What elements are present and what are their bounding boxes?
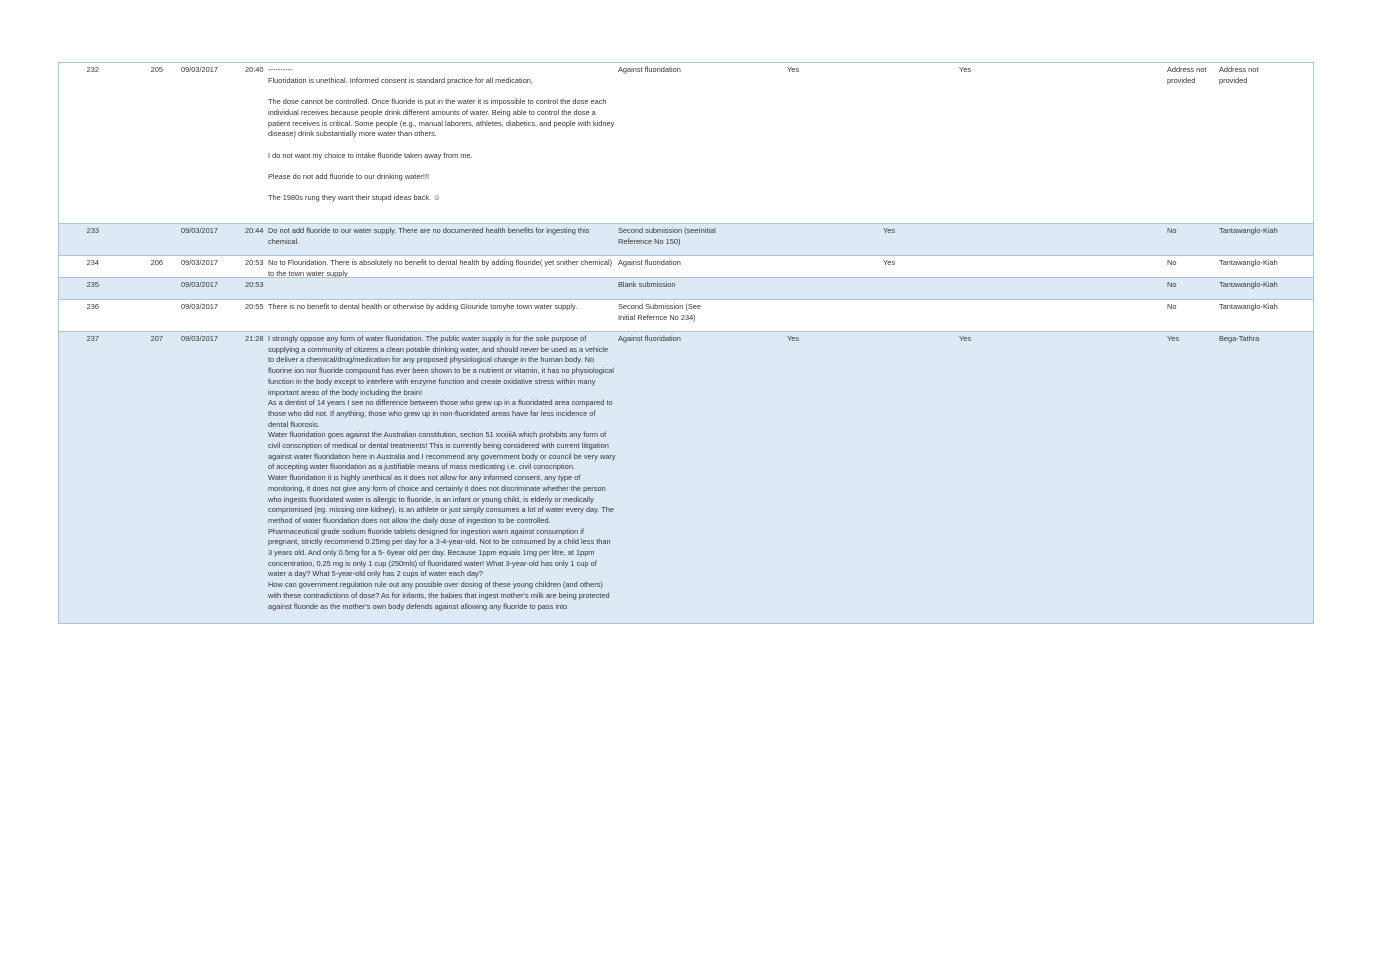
- col-e-cell: Address not provided: [1219, 65, 1259, 85]
- id-cell: 205: [150, 65, 163, 74]
- submissions-table: [58, 62, 1314, 624]
- table-row: [59, 278, 1313, 300]
- time-cell: 20:55: [245, 302, 264, 311]
- table-row: [59, 256, 1313, 278]
- col-e-cell: Tantawanglo-Kiah: [1219, 302, 1278, 311]
- col-e-cell: Tantawanglo-Kiah: [1219, 226, 1278, 235]
- time-cell: 20:53: [245, 258, 264, 267]
- submission-cell: ---------- Fluoridation is unethical. Informed consent is standard practice for all medication, The dose cannot be controlled. Once fluoride is put in the water it is impossible to control the dose each individual receives because people drink different amounts of water. Being able to control the dose a patient receives is critical. Some people (e.g., manual laborers, athletes, diabetics, and people with kidney disease) drink substantially more water than others. I do not want my choice to intake fluoride taken away from me. Please do not add fluoride to our drinking water!!! The 1980s rung they want their stupid ideas back. ☺: [268, 65, 615, 203]
- time-cell: 20:40: [245, 65, 264, 74]
- date-cell: 09/03/2017: [181, 258, 218, 267]
- col-c-cell: Yes: [959, 65, 972, 74]
- ref-cell: 237: [86, 334, 99, 343]
- ref-cell: 235: [86, 280, 99, 289]
- ref-cell: 232: [86, 65, 99, 74]
- position-cell: Against fluoridation: [618, 258, 681, 267]
- ref-cell: 233: [86, 226, 99, 235]
- table-row: [59, 332, 1313, 624]
- submission-cell: No to Flouridation. There is absolutely no benefit to dental health by adding flouride( yet snither chemical) to the town water supply: [268, 258, 613, 278]
- date-cell: 09/03/2017: [181, 226, 218, 235]
- col-a-cell: Yes: [787, 334, 800, 343]
- date-cell: 09/03/2017: [181, 65, 218, 74]
- date-cell: 09/03/2017: [181, 280, 218, 289]
- col-b-cell: Yes: [883, 226, 896, 235]
- col-e-cell: Tantawanglo-Kiah: [1219, 258, 1278, 267]
- time-cell: 21:28: [245, 334, 264, 343]
- submission-cell: Do not add fluoride to our water supply. There are no documented health benefits for ingesting this chemical.: [268, 226, 590, 246]
- col-e-cell: Bega-Tathra: [1219, 334, 1260, 343]
- position-cell: Second submission (seeInitial Reference No 150): [618, 226, 716, 246]
- col-d-cell: Yes: [1167, 334, 1180, 343]
- col-b-cell: Yes: [883, 258, 896, 267]
- table-row: [59, 63, 1313, 224]
- submission-cell: I strongly oppose any form of water fluoridation. The public water supply is for the sole purpose of supplying a community of citizens a clean potable drinking water, and should never be used as a vehicle to deliver a chemical/drug/medication for any proposed physiological change in the human body. No fluorine ion nor fluoride compound has ever been shown to be a nutrient or vitamin, it has no physiological function in the body except to interfere with enzyme function and create oxidative stress within many important areas of the body including the brain! As a dentist of 14 years I see no difference between those who grew up in a fluoridated area compared to those who did not. If anything, those who grew up in non-fluoridated areas have far less incidence of dental fluorosis. Water fluoridation goes against the Australian constitution, section 51 xxxiiiA which prohibits any form of civil conscription of medical or dental treatments! This is currently being considered with current litigation against water fluoridation here in Australia and I recommend any government body or council be very wary of accepting water fluoridation as a justifiable means of mass medicating i.e. civil conscription. Water fluoridation it is highly unethical as it does not allow for any informed consent, any type of monitoring, it does not give any form of choice and certainly it does not discriminate whether the person who ingests fluoridated water is allergic to fluoride, is an infant or young child, is elderly or medically compromised (eg. missing one kidney), is an athlete or just simply consumes a lot of water every day. The method of water fluoridation does not allow the daily dose of ingestion to be controlled. Pharmaceutical grade sodium fluoride tablets designed for ingestion warn against consumption if pregnant, strictly recommend 0.25mg per day for a 3-4-year-old. Not to be consumed by a child less than 3 years old. And only 0.5mg for a 5- 6year old per day. Because 1ppm equals 1mg per litre, at 1ppm concentration, 0.25 mg is only 1 cup (250mls) of fluoridated water! What 3-year-old has only 1 cup of water a day? What 5-year-old only has 2 cups of water each day? How can government regulation rule out any possible over dosing of these young children (and others) with these contradictions of dose? As for infants, the babies that ingest mother's milk are being protected against fluoride as the mother's own body defends against allowing any fluoride to pass into: [268, 334, 616, 611]
- id-cell: 207: [150, 334, 163, 343]
- position-cell: Blank submission: [618, 280, 676, 289]
- submission-cell: There is no benefit to dental health or otherwise by adding Glouride tomyhe town water supply.: [268, 302, 578, 311]
- date-cell: 09/03/2017: [181, 334, 218, 343]
- ref-cell: 236: [86, 302, 99, 311]
- col-d-cell: Address not provided: [1167, 65, 1207, 85]
- time-cell: 20:44: [245, 226, 264, 235]
- date-cell: 09/03/2017: [181, 302, 218, 311]
- col-d-cell: No: [1167, 258, 1177, 267]
- position-cell: Against fluoridation: [618, 65, 681, 74]
- table-row: [59, 300, 1313, 332]
- table-row: [59, 224, 1313, 256]
- col-c-cell: Yes: [959, 334, 972, 343]
- col-d-cell: No: [1167, 280, 1177, 289]
- position-cell: Against fluoridation: [618, 334, 681, 343]
- col-d-cell: No: [1167, 226, 1177, 235]
- col-e-cell: Tantawanglo-Kiah: [1219, 280, 1278, 289]
- time-cell: 20:53: [245, 280, 264, 289]
- ref-cell: 234: [86, 258, 99, 267]
- col-a-cell: Yes: [787, 65, 800, 74]
- position-cell: Second Submission (See Initial Refernce No 234): [618, 302, 701, 322]
- col-d-cell: No: [1167, 302, 1177, 311]
- id-cell: 206: [150, 258, 163, 267]
